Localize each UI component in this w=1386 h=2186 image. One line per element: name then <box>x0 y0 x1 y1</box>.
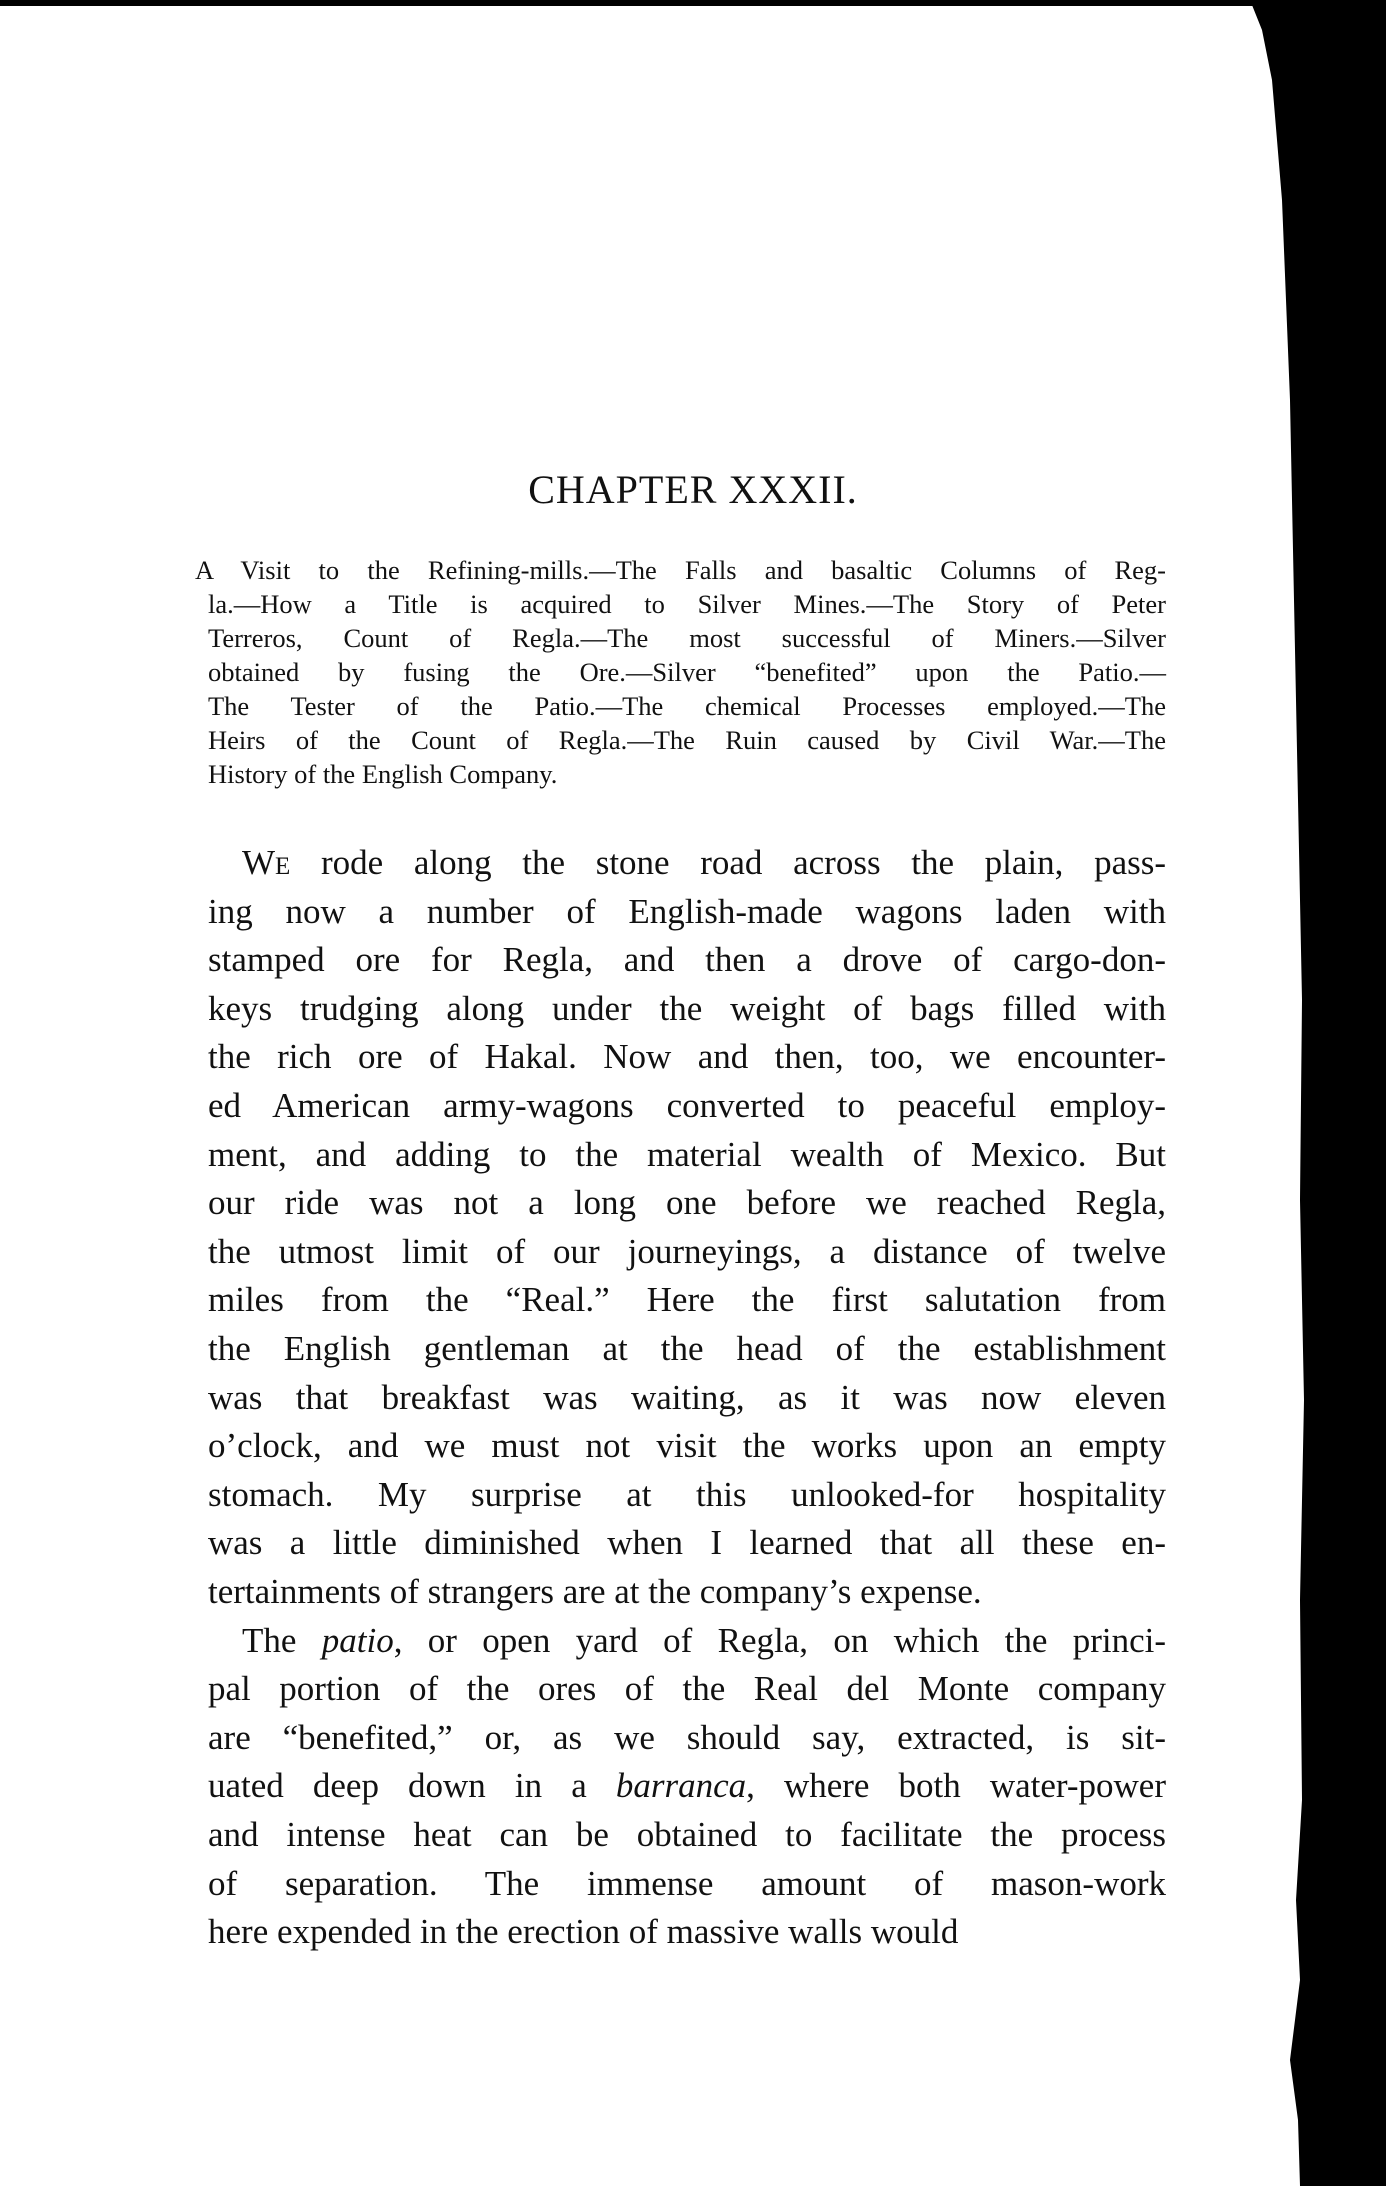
body-line: The patio, or open yard of Regla, on which the princi- <box>242 1620 1166 1660</box>
summary-line: la.—How a Title is acquired to Silver Mines.—The Story of Peter <box>208 589 1166 619</box>
chapter-title: CHAPTER XXXII. <box>528 467 858 512</box>
body-line: our ride was not a long one before we reached Regla, <box>208 1183 1166 1223</box>
body-line: keys trudging along under the weight of bags filled with <box>208 988 1166 1028</box>
summary-line: History of the English Company. <box>208 759 558 789</box>
body-line: uated deep down in a barranca, where both water-power <box>208 1766 1166 1806</box>
body-line: pal portion of the ores of the Real del Monte company <box>208 1669 1166 1709</box>
summary-line: A Visit to the Refining-mills.—The Falls and basaltic Columns of Reg- <box>195 555 1166 585</box>
summary-line: Terreros, Count of Regla.—The most successful of Miners.—Silver <box>208 623 1166 653</box>
summary-line: obtained by fusing the Ore.—Silver “benefited” upon the Patio.— <box>208 657 1166 687</box>
body-line: the utmost limit of our journeyings, a distance of twelve <box>208 1231 1166 1271</box>
body-line: was a little diminished when I learned that all these en- <box>208 1523 1166 1563</box>
summary-line: Heirs of the Count of Regla.—The Ruin caused by Civil War.—The <box>208 725 1166 755</box>
body-line: here expended in the erection of massive walls would <box>208 1912 959 1952</box>
body-line: and intense heat can be obtained to facilitate the process <box>208 1815 1166 1854</box>
body-line: ed American army-wagons converted to peaceful employ- <box>208 1086 1166 1125</box>
body-line: We rode along the stone road across the plain, pass- <box>242 843 1166 882</box>
body-line: are “benefited,” or, as we should say, extracted, is sit- <box>208 1717 1166 1757</box>
summary-line: The Tester of the Patio.—The chemical Processes employed.—The <box>208 691 1166 721</box>
body-line: ing now a number of English-made wagons laden with <box>208 891 1166 931</box>
body-line: the rich ore of Hakal. Now and then, too, we encounter- <box>208 1037 1166 1077</box>
body-line: miles from the “Real.” Here the first salutation from <box>208 1280 1166 1320</box>
body-line: o’clock, and we must not visit the works upon an empty <box>208 1426 1166 1466</box>
body-line: stamped ore for Regla, and then a drove of cargo-don- <box>208 940 1166 980</box>
body-line: was that breakfast was waiting, as it was now eleven <box>208 1377 1166 1417</box>
body-line: ment, and adding to the material wealth of Mexico. But <box>208 1134 1166 1174</box>
body-line: tertainments of strangers are at the company’s expense. <box>208 1572 982 1611</box>
body-line: stomach. My surprise at this unlooked-for hospitality <box>208 1474 1166 1514</box>
body-line: the English gentleman at the head of the establishment <box>208 1329 1166 1368</box>
body-line: of separation. The immense amount of mason-work <box>208 1863 1166 1903</box>
